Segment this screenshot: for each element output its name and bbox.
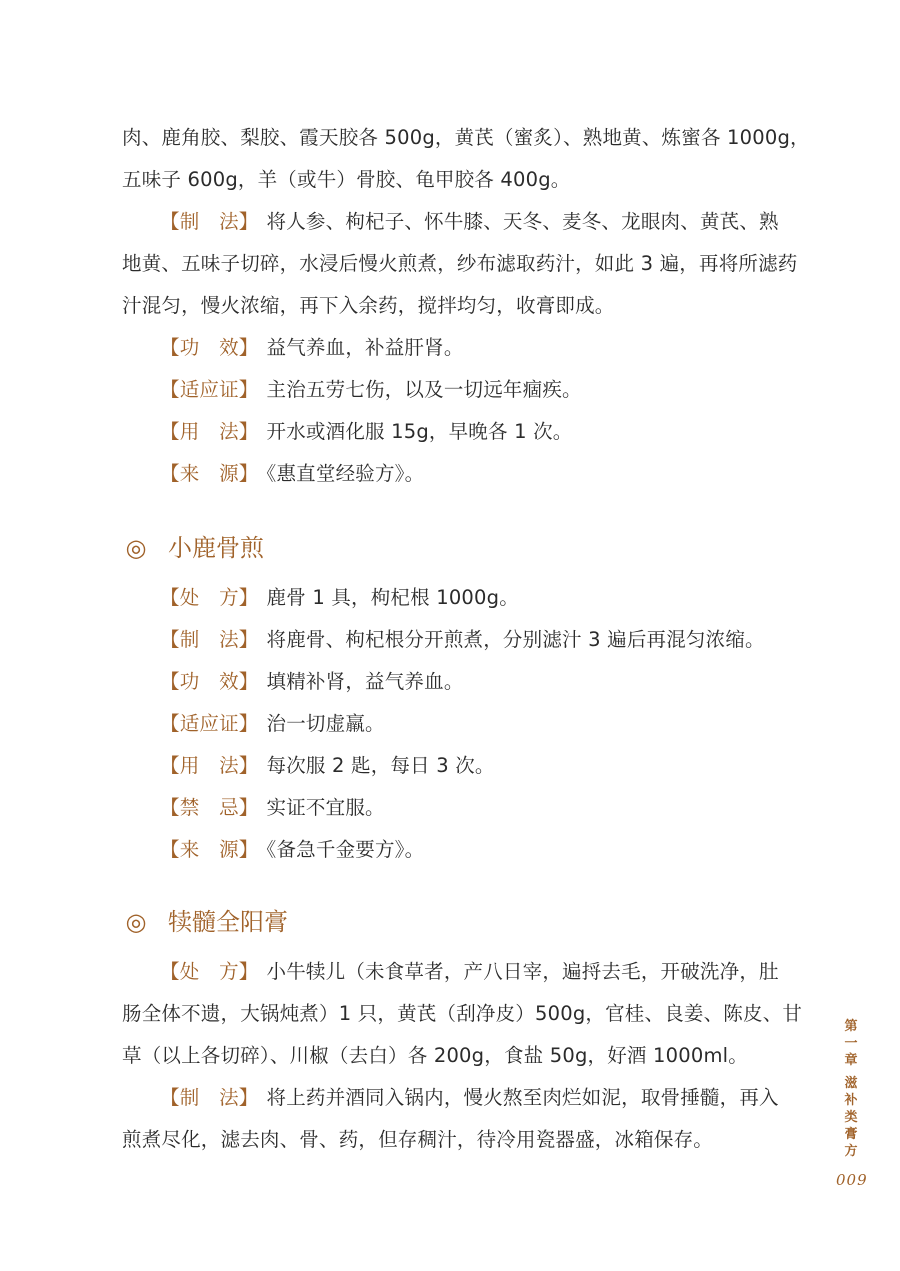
indication-line <box>160 710 840 738</box>
method-tag: 【制 法】 <box>160 1086 259 1109</box>
body-text-line: 煎煮尽化，滤去肉、骨、药，但存稠汁，待冷用瓷器盛，冰箱保存。 <box>122 1128 714 1151</box>
body-text-line: 五味子 600g，羊（或牛）骨胶、龟甲胶各 400g。 <box>122 168 571 191</box>
method-line <box>160 1084 840 1112</box>
indication-text: 治一切虚羸。 <box>266 712 385 735</box>
body-text-line: 汁混匀，慢火浓缩，再下入余药，搅拌均匀，收膏即成。 <box>122 294 615 317</box>
section-heading-dusuiquanyanggao <box>122 906 288 938</box>
body-text-line: 地黄、五味子切碎，水浸后慢火煎煮，纱布滤取药汁，如此 3 遍，再将所滤药 <box>122 252 798 275</box>
method-tag: 【制 法】 <box>160 628 259 651</box>
page-number: 009 <box>836 1171 868 1189</box>
circle-mark-icon: ◎ <box>125 908 147 936</box>
contraindication-tag: 【禁 忌】 <box>160 796 259 819</box>
side-char: 类 <box>844 1110 858 1125</box>
usage-text: 每次服 2 匙，每日 3 次。 <box>266 754 495 777</box>
method-text: 将鹿骨、枸杞根分开煎煮，分别滤汁 3 遍后再混匀浓缩。 <box>266 628 765 651</box>
prescription-line <box>160 958 840 986</box>
side-char: 章 <box>844 1053 858 1068</box>
effect-tag: 【功 效】 <box>160 670 259 693</box>
usage-text: 开水或酒化服 15g，早晚各 1 次。 <box>266 420 573 443</box>
usage-line <box>160 418 840 446</box>
indication-tag: 【适应证】 <box>160 712 259 735</box>
method-text: 将人参、枸杞子、怀牛膝、天冬、麦冬、龙眼肉、黄芪、熟 <box>266 210 779 233</box>
usage-tag: 【用 法】 <box>160 420 259 443</box>
effect-line <box>160 334 840 362</box>
body-text-line: 肠全体不遗，大锅炖煮）1 只，黄芪（刮净皮）500g，官桂、良姜、陈皮、甘 <box>122 1002 803 1025</box>
section-title: 犊髓全阳膏 <box>168 908 288 936</box>
side-char: 膏 <box>844 1127 858 1142</box>
effect-line <box>160 668 840 696</box>
section-heading-xiaolugujian <box>122 532 264 564</box>
effect-text: 益气养血，补益肝肾。 <box>266 336 464 359</box>
source-text: 《备急千金要方》。 <box>266 838 425 861</box>
body-text-line: 草（以上各切碎）、川椒（去白）各 200g，食盐 50g，好酒 1000ml。 <box>122 1044 748 1067</box>
category-label <box>842 1075 860 1160</box>
chapter-label <box>842 1018 860 1069</box>
effect-tag: 【功 效】 <box>160 336 259 359</box>
usage-line <box>160 752 840 780</box>
section-title: 小鹿骨煎 <box>168 534 264 562</box>
source-text: 《惠直堂经验方》。 <box>266 462 425 485</box>
side-char: 第 <box>844 1019 858 1034</box>
source-tag: 【来 源】 <box>160 462 259 485</box>
prescription-tag: 【处 方】 <box>160 586 259 609</box>
contraindication-text: 实证不宜服。 <box>266 796 385 819</box>
indication-tag: 【适应证】 <box>160 378 259 401</box>
contraindication-line <box>160 794 840 822</box>
effect-text: 填精补肾，益气养血。 <box>266 670 464 693</box>
prescription-text: 小牛犊儿（未食草者，产八日宰，遍捋去毛，开破洗净，肚 <box>266 960 779 983</box>
circle-mark-icon: ◎ <box>125 534 147 562</box>
side-char: 方 <box>844 1144 858 1159</box>
prescription-line <box>160 584 840 612</box>
method-line <box>160 626 840 654</box>
source-line <box>160 836 840 864</box>
method-tag: 【制 法】 <box>160 210 259 233</box>
indication-text: 主治五劳七伤，以及一切远年痼疾。 <box>266 378 582 401</box>
side-char: 滋 <box>844 1076 858 1091</box>
source-line <box>160 460 840 488</box>
prescription-text: 鹿骨 1 具，枸杞根 1000g。 <box>266 586 519 609</box>
side-char: 补 <box>844 1093 858 1108</box>
side-char: 一 <box>844 1036 858 1051</box>
body-text-line: 肉、鹿角胶、梨胶、霞天胶各 500g，黄芪（蜜炙）、熟地黄、炼蜜各 1000g， <box>122 126 810 149</box>
method-text: 将上药并酒同入锅内，慢火熬至肉烂如泥，取骨捶髓，再入 <box>266 1086 779 1109</box>
method-line <box>160 208 840 236</box>
indication-line <box>160 376 840 404</box>
usage-tag: 【用 法】 <box>160 754 259 777</box>
source-tag: 【来 源】 <box>160 838 259 861</box>
prescription-tag: 【处 方】 <box>160 960 259 983</box>
